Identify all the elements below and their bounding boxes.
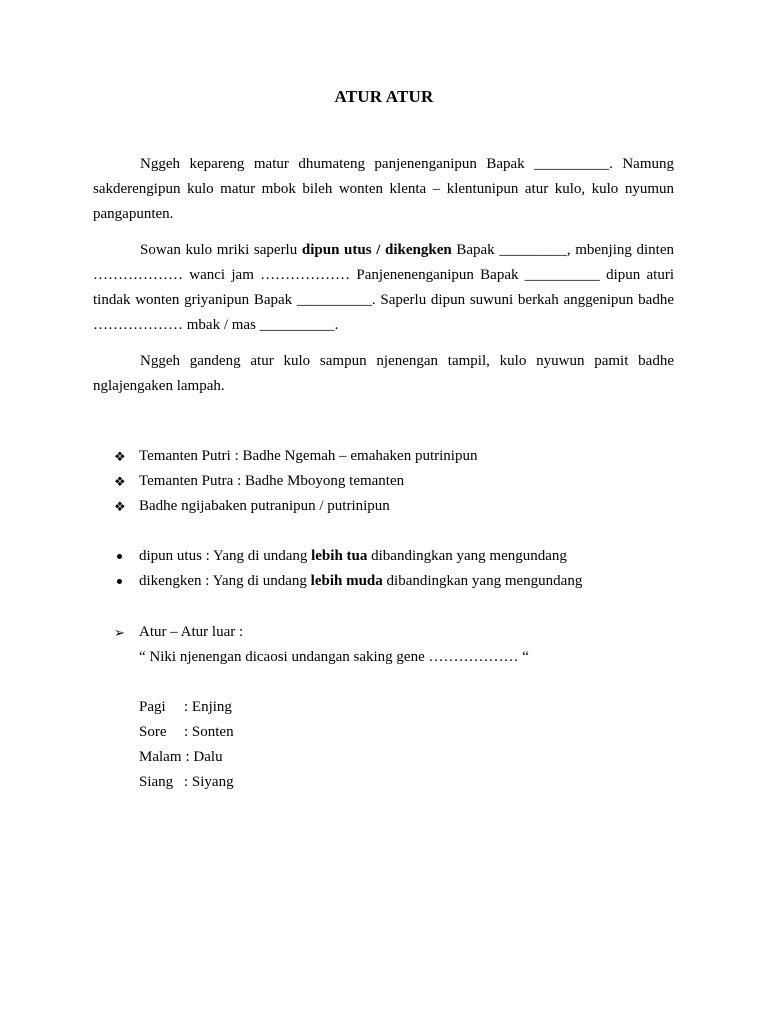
list-item-text-start: dikengken : Yang di undang	[139, 573, 311, 589]
list-item-text-start: dipun utus : Yang di undang	[139, 548, 312, 564]
list-item	[114, 620, 243, 645]
paragraph-purpose	[93, 238, 674, 338]
diamond-bullet-icon: ❖	[114, 449, 126, 464]
list-item-text	[139, 544, 567, 569]
list-item-text: Badhe ngijabaken putranipun / putrinipun	[139, 498, 390, 514]
list-item-text-end: dibandingkan yang mengundang	[367, 548, 567, 564]
time-term-label: Siang	[139, 774, 174, 790]
arrow-list	[114, 620, 243, 645]
list-item	[114, 494, 477, 519]
time-term-row	[139, 770, 234, 795]
dot-bullet-icon	[117, 554, 122, 559]
list-item-text: Atur – Atur luar :	[139, 624, 244, 640]
diamond-bullet-icon: ❖	[114, 474, 126, 489]
time-terms-list	[139, 695, 234, 795]
list-item	[114, 544, 582, 569]
time-term-label: Sore	[139, 724, 167, 740]
list-item-text: Temanten Putra : Badhe Mboyong temanten	[139, 473, 405, 489]
time-term-value: : Dalu	[185, 749, 223, 765]
arrow-bullet-icon: ➢	[114, 625, 125, 640]
list-item-text-end: dibandingkan yang mengundang	[382, 573, 583, 589]
time-term-label: Pagi	[139, 699, 166, 715]
list-item-text: Temanten Putri : Badhe Ngemah – emahaken putrinipun	[139, 448, 478, 464]
paragraph-purpose-text-start: Sowan kulo mriki saperlu	[140, 242, 302, 258]
list-item-text	[139, 569, 582, 594]
dot-list	[114, 544, 582, 594]
paragraph-purpose-text-end: Bapak _________, mbenjing dinten ……………… wanci jam ……………… Panjenenenganipun Bapak __________ dipun aturi tindak wonten griyanipun Bapak __________. Saperlu dipun suwuni berkah anggenipun badhe ……………… mbak / mas __________.	[93, 242, 674, 333]
document-title: ATUR ATUR	[334, 87, 434, 106]
time-term-label: Malam	[139, 749, 182, 765]
time-term-value: : Siyang	[184, 774, 234, 790]
time-term-row	[139, 745, 234, 770]
list-item	[114, 469, 477, 494]
list-item-bold: lebih muda	[310, 573, 383, 589]
paragraph-purpose-bold: dipun utus / dikengken	[301, 242, 452, 258]
diamond-bullet-icon: ❖	[114, 499, 126, 514]
invitation-quote: “ Niki njenengan dicaosi undangan saking gene ……………… “	[139, 649, 529, 665]
paragraph-greeting: Nggeh kepareng matur dhumateng panjenenganipun Bapak __________. Namung sakderengipun kulo matur mbok bileh wonten klenta – klentunipun atur kulo, kulo nyumun pangapunten.	[93, 156, 674, 222]
time-term-value: : Enjing	[184, 699, 232, 715]
time-term-row	[139, 720, 234, 745]
time-term-value: : Sonten	[184, 724, 234, 740]
dot-bullet-icon	[117, 579, 122, 584]
diamond-list	[114, 444, 477, 519]
list-item	[114, 569, 582, 594]
paragraph-closing: Nggeh gandeng atur kulo sampun njenengan tampil, kulo nyuwun pamit badhe nglajengaken lampah.	[93, 353, 674, 394]
list-item	[114, 444, 477, 469]
time-term-row	[139, 695, 234, 720]
list-item-bold: lebih tua	[311, 548, 368, 564]
